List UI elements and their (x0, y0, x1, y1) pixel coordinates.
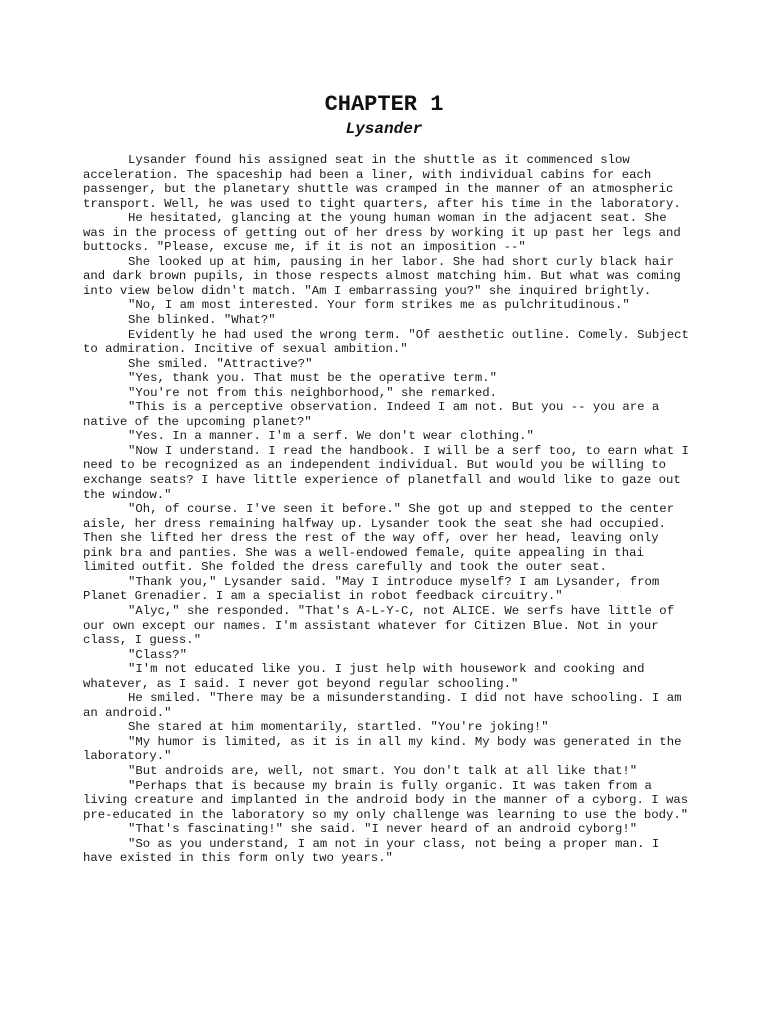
paragraph: "No, I am most interested. Your form strikes me as pulchritudinous." (128, 298, 630, 313)
paragraph: Lysander found his assigned seat in the shuttle as it commenced slow acceleration. The spaceship had been a liner, with individual cabins for each passenger, but the planetary shuttle was cramped in the manner of an atmospheric transport. Well, he was used to tight quarters, after his time in the laboratory. (83, 153, 681, 211)
paragraph: "Yes. In a manner. I'm a serf. We don't wear clothing." (128, 429, 534, 444)
paragraph: "Yes, thank you. That must be the operative term." (128, 371, 497, 386)
paragraph: "That's fascinating!" she said. "I never heard of an android cyborg!" (128, 822, 638, 837)
paragraph: "You're not from this neighborhood," she remarked. (128, 385, 497, 400)
paragraph: He smiled. "There may be a misunderstanding. I did not have schooling. I am an android." (83, 691, 682, 720)
paragraph: "This is a perceptive observation. Indeed I am not. But you -- you are a native of the upcoming planet?" (83, 400, 660, 429)
paragraph: He hesitated, glancing at the young human woman in the adjacent seat. She was in the process of getting out of her dress by working it up past her legs and buttocks. "Please, excuse me, if it is not an imposition --" (83, 211, 681, 255)
paragraph: "Class?" (128, 647, 188, 662)
paragraph: "Perhaps that is because my brain is fully organic. It was taken from a living creature and implanted in the android body in the manner of a cyborg. I was pre-educated in the laboratory so my only challenge was learning to use the body." (83, 778, 689, 822)
paragraph: "I'm not educated like you. I just help with housework and cooking and whatever, as I said. I never got beyond regular schooling." (83, 662, 645, 691)
paragraph: She smiled. "Attractive?" (128, 356, 313, 371)
chapter-body (83, 153, 693, 866)
paragraph: "Thank you," Lysander said. "May I introduce myself? I am Lysander, from Planet Grenadier. I am a specialist in robot feedback circuitry." (83, 574, 660, 604)
paragraph: "Oh, of course. I've seen it before." She got up and stepped to the center aisle, her dress remaining halfway up. Lysander took the seat she had occupied. Then she lifted her dress the rest of the way off, over her head, leaving only pink bra and panties. She was a well-endowed female, quite appealing in thai limited outfit. She folded the dress carefully and took the outer seat. (83, 502, 675, 575)
chapter-subtitle: Lysander (345, 120, 423, 138)
paragraph: She looked up at him, pausing in her labor. She had short curly black hair and dark brown pupils, in those respects almost matching him. But what was coming into view below didn't match. "Am I embarrassing you?" she inquired brightly. (83, 254, 681, 298)
paragraph: She stared at him momentarily, startled. "You're joking!" (128, 720, 549, 735)
chapter-title: CHAPTER 1 (324, 92, 444, 117)
paragraph: "But androids are, well, not smart. You don't talk at all like that!" (128, 763, 638, 778)
paragraph: Evidently he had used the wrong term. "Of aesthetic outline. Comely. Subject to admiration. Incitive of sexual ambition." (83, 327, 689, 357)
paragraph: "So as you understand, I am not in your class, not being a proper man. I have existed in this form only two years." (83, 836, 660, 866)
paragraph: She blinked. "What?" (128, 313, 276, 328)
paragraph: "Alyc," she responded. "That's A-L-Y-C, not ALICE. We serfs have little of our own except our names. I'm assistant whatever for Citizen Blue. Not in your class, I guess." (83, 603, 675, 648)
paragraph: "My humor is limited, as it is in all my kind. My body was generated in the laboratory." (83, 734, 682, 764)
paragraph: "Now I understand. I read the handbook. I will be a serf too, to earn what I need to be recognized as an independent individual. But would you be willing to exchange seats? I have little experience of planetfall and would like to gaze out the window." (83, 443, 689, 502)
